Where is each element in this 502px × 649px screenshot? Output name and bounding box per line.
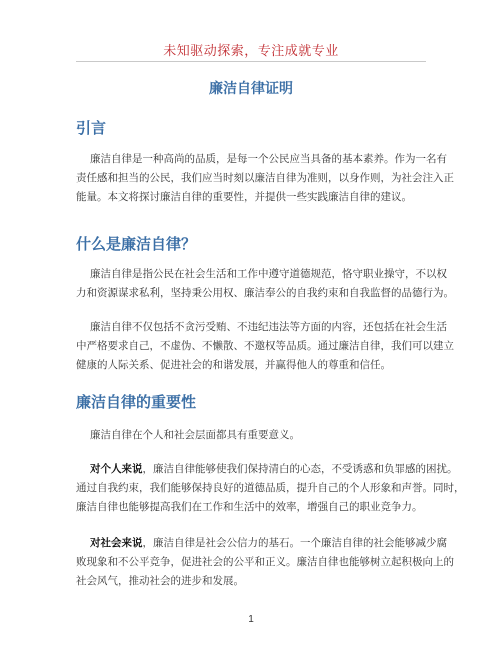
text-line: 廉洁自律不仅包括不贪污受贿、不违纪违法等方面的内容，还包括在社会生活 <box>90 321 447 333</box>
page-number: 1 <box>248 614 254 625</box>
text-line: 通过自我约束，我们能够保持良好的道德品质，提升自己的个人形象和声誉。同时， <box>76 482 465 494</box>
document-header: 未知驱动探索，专注成就专业 <box>163 44 339 59</box>
text-line: 中严格要求自己，不虚伪、不懒散、不邀权等品质。通过廉洁自律，我们可以建立 <box>76 340 454 352</box>
paragraph-importance-intro <box>76 426 432 445</box>
text-line: 廉洁自律是一种高尚的品质，是每一个公民应当具备的基本素养。作为一名有 <box>90 153 447 165</box>
section-heading-importance: 廉洁自律的重要性 <box>76 393 197 411</box>
paragraph-personal <box>76 460 465 517</box>
paragraph-definition-2 <box>76 318 454 375</box>
text-line: 社会风气，推动社会的进步和发展。 <box>76 575 244 587</box>
text-line: 对个人来说，廉洁自律能够使我们保持清白的心态，不受诱惑和负罪感的困扰。 <box>90 463 458 475</box>
section-heading-intro: 引言 <box>76 119 107 137</box>
text-line: 对社会来说，廉洁自律是社会公信力的基石。一个廉洁自律的社会能够减少腐 <box>90 537 447 549</box>
text-line: 能量。本文将探讨廉洁自律的重要性，并提供一些实践廉洁自律的建议。 <box>76 191 412 203</box>
bold-label-personal: 对个人来说 <box>90 463 143 475</box>
header-divider <box>76 61 426 62</box>
text-line: 廉洁自律在个人和社会层面都具有重要意义。 <box>90 429 300 441</box>
paragraph-society <box>76 534 454 591</box>
text-line: 健康的人际关系、促进社会的和谐发展，并赢得他人的尊重和信任。 <box>76 359 391 371</box>
text-line: 败现象和不公平竞争，促进社会的公平和正义。廉洁自律也能够树立起积极向上的 <box>76 556 454 568</box>
document-title: 廉洁自律证明 <box>209 81 293 97</box>
bold-label-society: 对社会来说 <box>90 537 143 549</box>
paragraph-intro <box>76 150 454 207</box>
section-heading-definition: 什么是廉洁自律？ <box>76 235 197 253</box>
paragraph-definition-1 <box>76 265 454 303</box>
text-line: 力和资源谋求私利，坚持秉公用权、廉洁奉公的自我约束和自我监督的品德行为。 <box>76 287 454 299</box>
text-line: 责任感和担当的公民，我们应当时刻以廉洁自律为准则，以身作则，为社会注入正 <box>76 172 454 184</box>
text-line: 廉洁自律是指公民在社会生活和工作中遵守道德规范，恪守职业操守，不以权 <box>90 268 447 280</box>
text-line: 廉洁自律也能够提高我们在工作和生活中的效率，增强自己的职业竞争力。 <box>76 501 423 513</box>
